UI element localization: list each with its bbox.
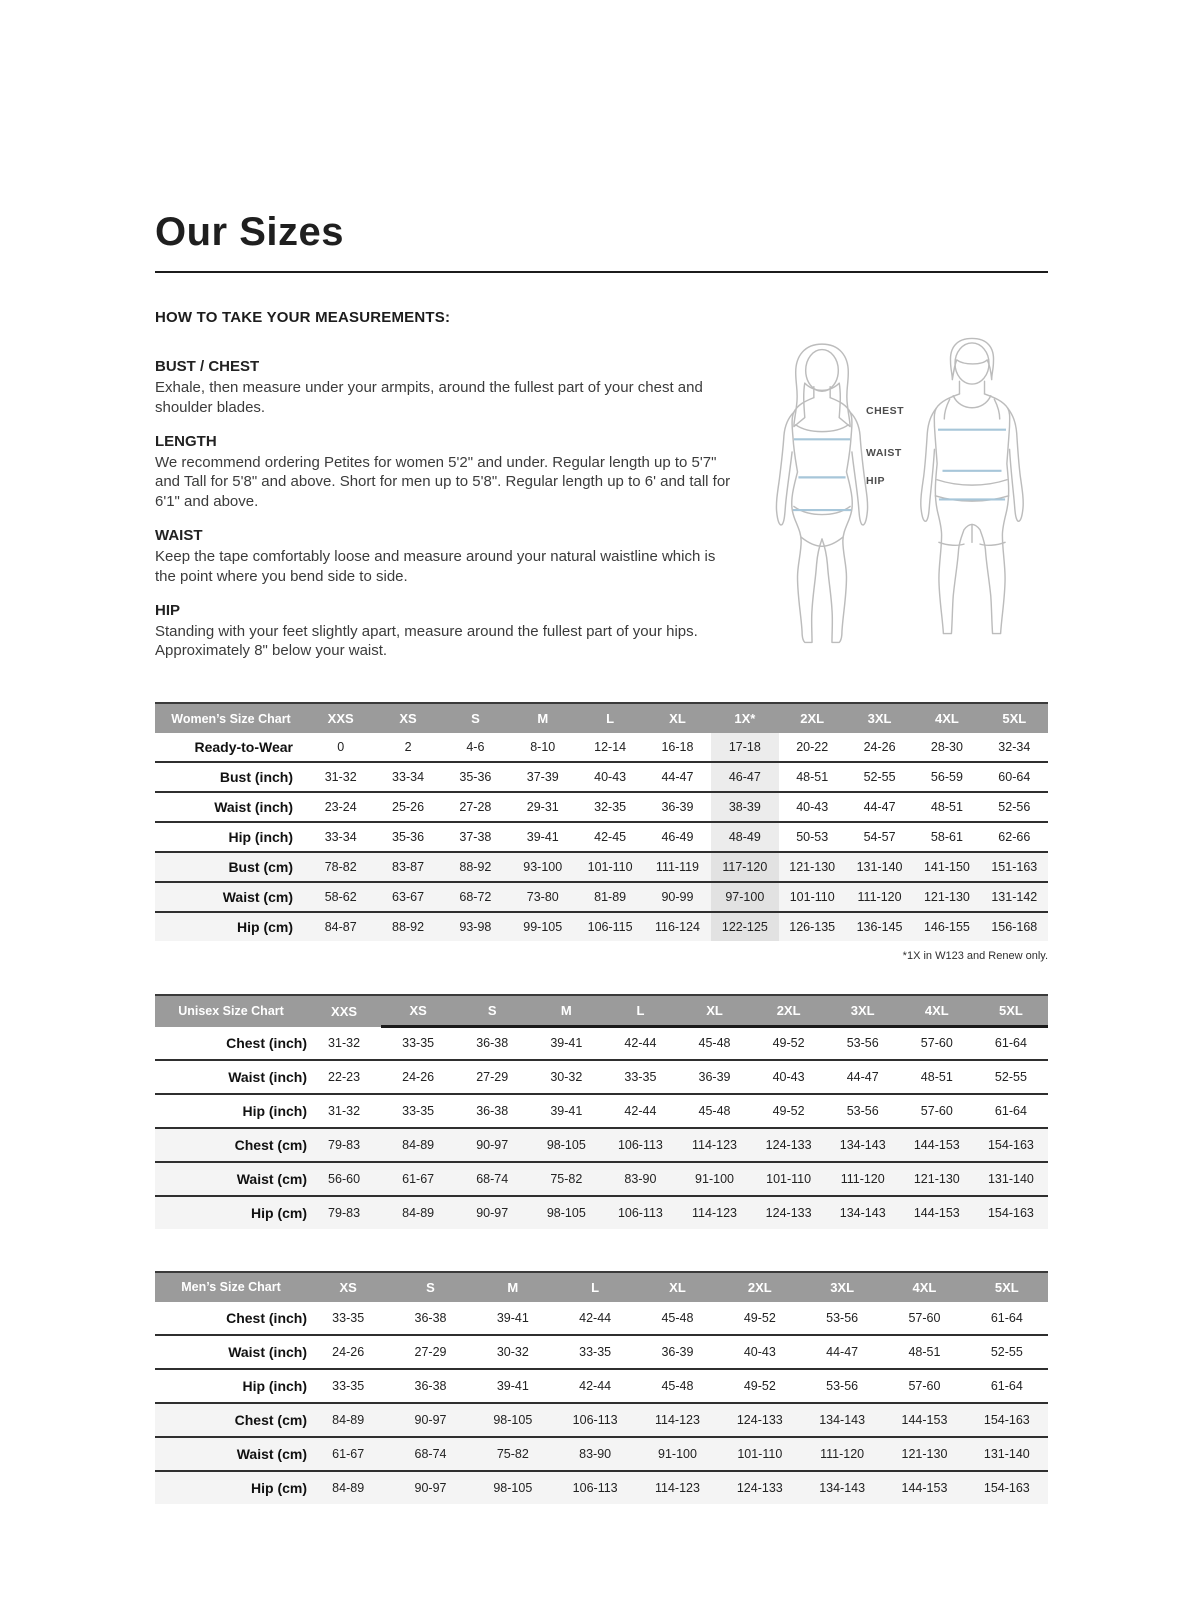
size-cell: 27-28 [459,800,492,815]
size-cell: 22-23 [328,1069,361,1084]
size-cell: 106-113 [554,1403,636,1437]
size-cell: 37-39 [526,770,559,785]
size-cell: 33-35 [332,1310,365,1325]
size-cell: 57-60 [908,1378,941,1393]
column-header-l: L [576,703,643,733]
size-cell: 16-18 [661,740,694,755]
size-cell: 36-39 [698,1069,731,1084]
column-header-xl: XL [636,1272,718,1302]
size-cell: 45-48 [661,1378,694,1393]
size-cell: 36-39 [661,1344,694,1359]
table-header-row [155,995,1048,1027]
row-label: Waist (inch) [228,1068,307,1085]
size-cell: 52-56 [998,800,1031,815]
size-cell: 106-113 [554,1471,636,1504]
size-cell: 61-64 [990,1310,1023,1325]
instruction-bust-chest [155,358,740,418]
size-cell: 131-140 [966,1437,1048,1471]
column-header-xs: XS [381,995,455,1027]
table-row [155,792,1048,822]
table-row [155,733,1048,762]
size-cell: 83-87 [374,852,441,882]
size-cell: 121-130 [883,1437,965,1471]
row-label: Hip (cm) [155,912,307,941]
column-header-xxs: XXS [307,995,381,1027]
instruction-body: We recommend ordering Petites for women 5'2" and under. Regular length up to 5'7" and Tall for 5'8" and above. Short for men up to 5'8". Regular length up to 6' and tall for 6'1" and above. [155,453,731,511]
size-cell: 141-150 [913,852,980,882]
size-cell: 114-123 [677,1196,751,1229]
size-cell: 49-52 [772,1036,805,1051]
column-header-xl: XL [677,995,751,1027]
instruction-title: BUST / CHEST [155,358,260,375]
column-header-2xl: 2XL [752,995,826,1027]
size-cell: 75-82 [529,1162,603,1196]
table-row [155,1403,1048,1437]
size-cell: 17-18 [711,733,778,762]
table-row [155,1369,1048,1403]
size-cell: 99-105 [509,912,576,941]
size-cell: 0 [337,740,345,755]
column-header-m: M [529,995,603,1027]
unisex-size-table [155,994,1048,1229]
size-cell: 101-110 [752,1162,826,1196]
size-cell: 84-89 [307,1471,389,1504]
size-cell: 56-59 [930,770,963,785]
size-cell: 75-82 [472,1437,554,1471]
size-cell: 49-52 [743,1310,776,1325]
size-cell: 42-44 [579,1310,612,1325]
size-cell: 39-41 [496,1378,529,1393]
size-cell: 111-119 [644,852,711,882]
size-cell: 25-26 [392,800,425,815]
size-cell: 53-56 [846,1036,879,1051]
size-cell: 68-74 [389,1437,471,1471]
size-cell: 124-133 [719,1471,801,1504]
size-cell: 98-105 [472,1403,554,1437]
size-cell: 42-44 [624,1103,657,1118]
table-row [155,762,1048,792]
size-cell: 4-6 [466,740,485,755]
size-cell: 117-120 [711,852,778,882]
table-row [155,1060,1048,1094]
instruction-waist [155,527,740,587]
size-cell: 63-67 [374,882,441,912]
size-cell: 57-60 [920,1103,953,1118]
womens-table-footnote: *1X in W123 and Renew only. [902,950,1048,963]
row-label: Hip (cm) [155,1196,307,1229]
size-cell: 40-43 [743,1344,776,1359]
size-cell: 35-36 [459,770,492,785]
table-row [155,1196,1048,1229]
table-row [155,1094,1048,1128]
size-cell: 39-41 [526,830,559,845]
size-cell: 44-47 [661,770,694,785]
size-cell: 93-98 [442,912,509,941]
size-cell: 48-51 [908,1344,941,1359]
size-cell: 124-133 [752,1196,826,1229]
size-cell: 40-43 [772,1069,805,1084]
size-cell: 136-145 [846,912,913,941]
size-cell: 33-35 [402,1036,435,1051]
row-label: Chest (cm) [155,1403,307,1437]
size-cell: 88-92 [374,912,441,941]
row-label: Bust (cm) [155,852,307,882]
column-header-4xl: 4XL [913,703,980,733]
size-cell: 39-41 [496,1310,529,1325]
size-cell: 30-32 [496,1344,529,1359]
size-cell: 88-92 [442,852,509,882]
size-cell: 56-60 [307,1162,381,1196]
row-label: Ready-to-Wear [194,739,293,756]
column-header-s: S [455,995,529,1027]
mens-size-table [155,1271,1048,1504]
row-label: Chest (inch) [226,1309,307,1326]
size-cell: 33-34 [324,830,357,845]
size-cell: 37-38 [459,830,492,845]
size-cell: 98-105 [529,1128,603,1162]
size-cell: 61-64 [994,1036,1027,1051]
size-cell: 84-89 [307,1403,389,1437]
row-label: Hip (inch) [228,829,293,846]
size-cell: 36-38 [414,1310,447,1325]
size-cell: 36-39 [661,800,694,815]
size-cell: 131-140 [974,1162,1048,1196]
hip-label: HIP [866,475,886,487]
size-cell: 29-31 [526,800,559,815]
size-cell: 83-90 [603,1162,677,1196]
size-cell: 39-41 [550,1036,583,1051]
size-cell: 144-153 [900,1128,974,1162]
instruction-title: HIP [155,601,181,619]
size-cell: 50-53 [796,830,829,845]
row-label: Hip (inch) [242,1377,307,1394]
size-cell: 84-89 [381,1128,455,1162]
instruction-body: Exhale, then measure under your armpits, around the fullest part of your chest and shoulder blades. [155,379,703,416]
column-header-5xl: 5XL [981,703,1048,733]
row-label: Hip (inch) [242,1102,307,1119]
size-cell: 24-26 [863,740,896,755]
size-cell: 146-155 [913,912,980,941]
size-cell: 151-163 [981,852,1048,882]
size-cell: 36-38 [476,1036,509,1051]
measurement-instructions [155,309,740,676]
column-header-xxs: XXS [307,703,374,733]
instruction-body: Keep the tape comfortably loose and measure around your natural waistline which is the point where you bend side to side. [155,547,716,585]
size-cell: 121-130 [779,852,846,882]
size-cell: 106-113 [603,1128,677,1162]
size-cell: 48-51 [920,1069,953,1084]
column-header-5xl: 5XL [974,995,1048,1027]
column-header-3xl: 3XL [801,1272,883,1302]
size-cell: 134-143 [801,1403,883,1437]
size-cell: 98-105 [472,1471,554,1504]
instructions-heading: HOW TO TAKE YOUR MEASUREMENTS: [155,309,451,326]
column-header-l: L [603,995,677,1027]
size-cell: 36-38 [414,1378,447,1393]
size-cell: 61-64 [990,1378,1023,1393]
size-cell: 111-120 [826,1162,900,1196]
size-cell: 154-163 [966,1471,1048,1504]
column-header-s: S [389,1272,471,1302]
size-cell: 60-64 [998,770,1031,785]
size-cell: 78-82 [307,852,374,882]
size-cell: 144-153 [883,1403,965,1437]
column-header-4xl: 4XL [900,995,974,1027]
table-row [155,822,1048,852]
size-cell: 61-67 [307,1437,389,1471]
size-cell: 58-61 [930,830,963,845]
size-cell: 58-62 [307,882,374,912]
intro-section [155,309,1048,676]
instruction-title: WAIST [155,526,203,544]
size-cell: 84-89 [381,1196,455,1229]
column-header-xs: XS [307,1272,389,1302]
table-row [155,1437,1048,1471]
size-cell: 40-43 [796,800,829,815]
size-cell: 131-142 [981,882,1048,912]
size-cell: 116-124 [644,912,711,941]
table-row [155,1027,1048,1060]
size-cell: 48-49 [711,822,778,852]
size-cell: 68-74 [455,1162,529,1196]
male-figure-icon [896,311,1048,661]
column-header-2xl: 2XL [779,703,846,733]
size-cell: 54-57 [863,830,896,845]
size-cell: 33-35 [579,1344,612,1359]
size-cell: 24-26 [332,1344,365,1359]
size-cell: 33-35 [402,1103,435,1118]
size-cell: 144-153 [883,1471,965,1504]
size-cell: 131-140 [846,852,913,882]
row-label: Waist (inch) [214,799,293,816]
size-cell: 42-45 [594,830,627,845]
size-cell: 91-100 [677,1162,751,1196]
column-header-4xl: 4XL [883,1272,965,1302]
size-cell: 84-87 [307,912,374,941]
size-cell: 90-97 [389,1471,471,1504]
female-figure-icon [754,325,890,657]
table-header-row [155,1272,1048,1302]
size-cell: 134-143 [826,1128,900,1162]
size-cell: 32-34 [998,740,1031,755]
size-cell: 53-56 [826,1378,859,1393]
size-cell: 154-163 [966,1403,1048,1437]
size-cell: 23-24 [324,800,357,815]
size-cell: 57-60 [908,1310,941,1325]
size-cell: 111-120 [801,1437,883,1471]
column-header-3xl: 3XL [826,995,900,1027]
column-header-s: S [442,703,509,733]
size-cell: 33-35 [624,1069,657,1084]
size-cell: 42-44 [579,1378,612,1393]
size-cell: 30-32 [550,1069,583,1084]
size-cell: 31-32 [324,770,357,785]
size-cell: 124-133 [719,1403,801,1437]
size-cell: 53-56 [846,1103,879,1118]
size-cell: 24-26 [402,1069,435,1084]
size-cell: 114-123 [636,1403,718,1437]
table-title: Women’s Size Chart [155,703,307,733]
size-cell: 61-64 [994,1103,1027,1118]
size-cell: 45-48 [661,1310,694,1325]
size-cell: 121-130 [900,1162,974,1196]
size-cell: 90-97 [455,1196,529,1229]
size-cell: 97-100 [711,882,778,912]
size-cell: 101-110 [779,882,846,912]
table-row [155,912,1048,941]
row-label: Waist (cm) [155,1437,307,1471]
table-row [155,1128,1048,1162]
column-header-5xl: 5XL [966,1272,1048,1302]
size-cell: 33-34 [392,770,425,785]
size-cell: 44-47 [826,1344,859,1359]
table-title: Unisex Size Chart [155,995,307,1027]
column-header-xl: XL [644,703,711,733]
size-cell: 45-48 [698,1103,731,1118]
size-cell: 57-60 [920,1036,953,1051]
size-cell: 46-47 [711,762,778,792]
size-cell: 98-105 [529,1196,603,1229]
size-cell: 156-168 [981,912,1048,941]
size-cell: 38-39 [711,792,778,822]
size-cell: 31-32 [328,1103,361,1118]
size-cell: 134-143 [826,1196,900,1229]
body-measurement-diagram [748,311,1048,665]
size-cell: 111-120 [846,882,913,912]
size-cell: 93-100 [509,852,576,882]
size-cell: 27-29 [476,1069,509,1084]
size-cell: 31-32 [328,1035,361,1050]
table-row [155,882,1048,912]
womens-size-table [155,702,1048,941]
size-cell: 52-55 [990,1344,1023,1359]
size-cell: 68-72 [442,882,509,912]
size-cell: 32-35 [594,800,627,815]
table-row [155,1162,1048,1196]
row-label: Hip (cm) [155,1471,307,1504]
column-header-1x: 1X* [711,703,778,733]
size-cell: 48-51 [930,800,963,815]
size-cell: 114-123 [636,1471,718,1504]
size-cell: 42-44 [624,1036,657,1051]
size-cell: 49-52 [743,1378,776,1393]
size-cell: 52-55 [863,770,896,785]
size-cell: 8-10 [530,740,556,755]
size-cell: 90-99 [644,882,711,912]
size-cell: 53-56 [826,1310,859,1325]
size-cell: 101-110 [719,1437,801,1471]
instruction-hip [155,602,740,662]
size-cell: 126-135 [779,912,846,941]
size-cell: 35-36 [392,830,425,845]
size-cell: 2 [404,740,412,755]
size-cell: 20-22 [796,740,829,755]
size-cell: 49-52 [772,1103,805,1118]
size-cell: 122-125 [711,912,778,941]
page-title: Our Sizes [155,210,345,254]
size-cell: 90-97 [389,1403,471,1437]
size-cell: 39-41 [550,1103,583,1118]
size-cell: 144-153 [900,1196,974,1229]
column-header-m: M [472,1272,554,1302]
size-cell: 40-43 [594,770,627,785]
size-cell: 79-83 [307,1128,381,1162]
size-cell: 73-80 [509,882,576,912]
size-cell: 44-47 [863,800,896,815]
title-divider [155,271,1048,273]
row-label: Waist (cm) [155,882,307,912]
size-cell: 90-97 [455,1128,529,1162]
size-cell: 83-90 [554,1437,636,1471]
column-header-m: M [509,703,576,733]
size-cell: 106-113 [603,1196,677,1229]
size-cell: 28-30 [930,740,963,755]
size-cell: 44-47 [846,1069,879,1084]
size-cell: 114-123 [677,1128,751,1162]
instruction-length [155,433,740,512]
row-label: Waist (inch) [228,1343,307,1360]
size-cell: 101-110 [576,852,643,882]
size-cell: 33-35 [332,1378,365,1393]
table-header-row [155,703,1048,733]
column-header-2xl: 2XL [719,1272,801,1302]
table-row [155,1471,1048,1504]
table-row [155,1335,1048,1369]
row-label: Chest (inch) [226,1034,307,1051]
column-header-l: L [554,1272,636,1302]
size-cell: 121-130 [913,882,980,912]
column-header-xs: XS [374,703,441,733]
table-title: Men’s Size Chart [155,1272,307,1302]
instruction-title: LENGTH [155,432,217,450]
size-cell: 52-55 [994,1069,1027,1084]
size-cell: 134-143 [801,1471,883,1504]
size-cell: 61-67 [381,1162,455,1196]
size-cell: 12-14 [594,740,627,755]
column-header-3xl: 3XL [846,703,913,733]
size-cell: 91-100 [636,1437,718,1471]
row-label: Chest (cm) [155,1128,307,1162]
size-cell: 79-83 [307,1196,381,1229]
size-cell: 154-163 [974,1196,1048,1229]
instruction-body: Standing with your feet slightly apart, measure around the fullest part of your hips. Approximately 8" below your waist. [155,622,698,660]
row-label: Bust (inch) [219,769,293,786]
size-cell: 154-163 [974,1128,1048,1162]
size-cell: 36-38 [476,1103,509,1118]
table-row [155,1302,1048,1335]
size-cell: 48-51 [796,770,829,785]
waist-label: WAIST [866,447,902,459]
size-cell: 45-48 [698,1036,731,1051]
size-cell: 46-49 [661,830,694,845]
size-cell: 124-133 [752,1128,826,1162]
chest-label: CHEST [866,405,905,417]
table-row [155,852,1048,882]
size-cell: 81-89 [576,882,643,912]
row-label: Waist (cm) [155,1162,307,1196]
size-cell: 106-115 [576,912,643,941]
size-cell: 62-66 [998,830,1031,845]
size-cell: 27-29 [414,1344,447,1359]
